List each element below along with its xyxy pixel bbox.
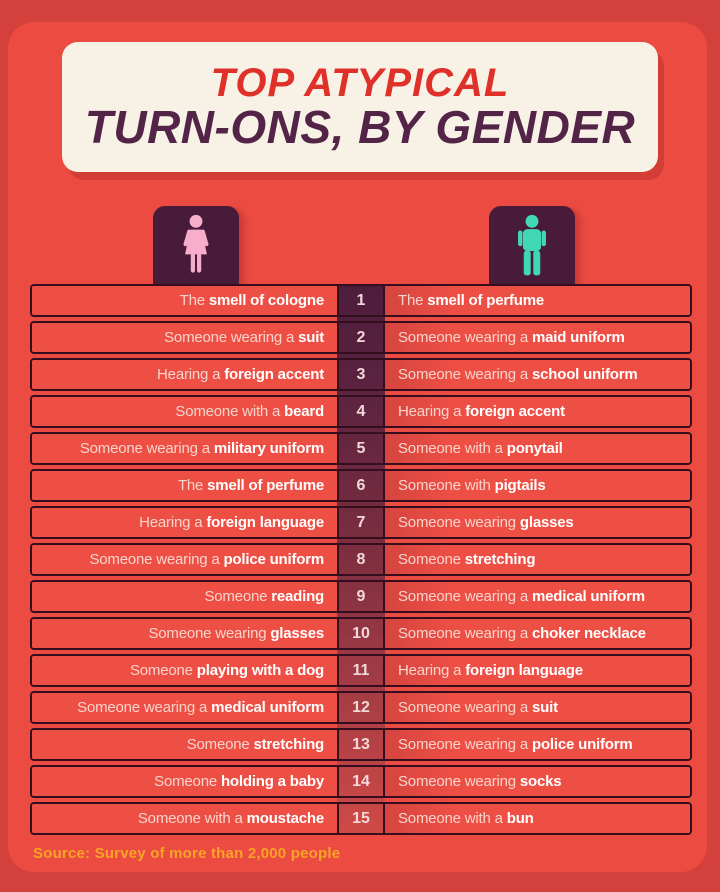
- women-text-bold: suit: [298, 329, 324, 346]
- rank-cell: [337, 767, 385, 796]
- men-cell: [385, 767, 690, 796]
- men-text: Someone with a: [398, 440, 507, 457]
- women-text: Someone with a: [175, 403, 285, 420]
- women-text: Someone: [129, 662, 197, 679]
- rank-number: 3: [356, 365, 366, 383]
- men-cell: [385, 545, 690, 574]
- men-text: Someone with a: [398, 810, 507, 827]
- men-text: Someone wearing a: [398, 588, 532, 605]
- men-text: Hearing a: [398, 662, 466, 679]
- men-text: Someone wearing: [398, 514, 520, 531]
- women-cell: [32, 545, 337, 574]
- women-text-bold: playing with a dog: [196, 662, 324, 679]
- women-text-bold: reading: [271, 588, 324, 605]
- men-text-bold: pigtails: [494, 477, 546, 494]
- men-text-bold: suit: [532, 699, 558, 716]
- source-note: Source: Survey of more than 2,000 people: [33, 845, 341, 862]
- women-text-bold: medical uniform: [211, 699, 324, 716]
- women-cell: [32, 434, 337, 463]
- women-text: Hearing a: [157, 366, 225, 383]
- title-line-1: TOP ATYPICAL: [210, 60, 510, 105]
- women-text: The: [177, 477, 208, 494]
- rank-number: 4: [356, 402, 366, 420]
- women-text-bold: military uniform: [213, 440, 324, 457]
- rank-number: 10: [352, 624, 370, 642]
- men-text-bold: choker necklace: [532, 625, 646, 642]
- women-cell: [32, 804, 337, 833]
- men-cell: [385, 582, 690, 611]
- women-text: Someone with a: [137, 810, 247, 827]
- women-text: Someone: [204, 588, 272, 605]
- women-cell: [32, 471, 337, 500]
- table-row: [30, 580, 692, 613]
- women-text-bold: holding a baby: [220, 773, 324, 790]
- table-row: [30, 506, 692, 539]
- table-row: [30, 802, 692, 835]
- rank-cell: [337, 286, 385, 315]
- men-cell: [385, 360, 690, 389]
- rank-cell: [337, 619, 385, 648]
- title-line-2: TURN-ONS, BY GENDER: [84, 100, 636, 153]
- table-row: [30, 691, 692, 724]
- men-text-bold: medical uniform: [532, 588, 645, 605]
- rank-number: 11: [352, 661, 370, 679]
- men-text: Someone: [398, 551, 465, 568]
- women-text: Someone wearing a: [77, 699, 212, 716]
- women-text: Someone: [186, 736, 254, 753]
- men-text-bold: stretching: [464, 551, 536, 568]
- table-row: [30, 395, 692, 428]
- women-text-bold: police uniform: [223, 551, 324, 568]
- rank-cell: [337, 582, 385, 611]
- women-text-bold: glasses: [270, 625, 324, 642]
- rank-number: 7: [356, 513, 366, 531]
- men-cell: [385, 286, 690, 315]
- rank-cell: [337, 730, 385, 759]
- table-row: [30, 543, 692, 576]
- men-cell: [385, 693, 690, 722]
- women-cell: [32, 323, 337, 352]
- table-row: [30, 321, 692, 354]
- table-row: [30, 469, 692, 502]
- women-cell: [32, 656, 337, 685]
- men-text: Hearing a: [398, 403, 466, 420]
- table-row: [30, 284, 692, 317]
- women-cell: [32, 619, 337, 648]
- women-text-bold: foreign accent: [224, 366, 324, 383]
- rank-cell: [337, 471, 385, 500]
- rank-number: 8: [356, 550, 366, 568]
- women-text-bold: beard: [284, 403, 324, 420]
- women-text: Hearing a: [139, 514, 207, 531]
- women-column-header: [153, 206, 239, 286]
- rank-number: 15: [352, 809, 370, 827]
- men-cell: [385, 730, 690, 759]
- rank-cell: [337, 360, 385, 389]
- men-text-bold: smell of perfume: [427, 292, 545, 309]
- men-text: Someone wearing a: [398, 366, 532, 383]
- women-text: Someone: [154, 773, 221, 790]
- rank-cell: [337, 693, 385, 722]
- rank-cell: [337, 397, 385, 426]
- men-text-bold: glasses: [519, 514, 574, 531]
- women-text-bold: smell of perfume: [207, 477, 324, 494]
- men-cell: [385, 434, 690, 463]
- rank-number: 6: [356, 476, 366, 494]
- men-text: The: [398, 292, 428, 309]
- men-text-bold: police uniform: [532, 736, 633, 753]
- rank-number: 5: [356, 439, 366, 457]
- women-cell: [32, 693, 337, 722]
- women-text: Someone wearing a: [164, 329, 299, 346]
- rank-cell: [337, 545, 385, 574]
- women-cell: [32, 582, 337, 611]
- men-text-bold: ponytail: [506, 440, 563, 457]
- rank-number: 14: [352, 772, 370, 790]
- men-text: Someone wearing: [398, 773, 520, 790]
- ranking-table: [30, 284, 692, 835]
- rank-cell: [337, 804, 385, 833]
- women-cell: [32, 286, 337, 315]
- men-text-bold: bun: [506, 810, 534, 827]
- men-text-bold: foreign accent: [465, 403, 565, 420]
- women-text-bold: smell of cologne: [208, 292, 324, 309]
- men-cell: [385, 471, 690, 500]
- rank-cell: [337, 656, 385, 685]
- women-cell: [32, 508, 337, 537]
- table-row: [30, 765, 692, 798]
- rank-number: 13: [352, 735, 370, 753]
- woman-icon: [175, 214, 217, 280]
- men-text: Someone wearing a: [398, 329, 532, 346]
- rank-number: 9: [356, 587, 366, 605]
- table-rows: [30, 284, 692, 835]
- table-row: [30, 432, 692, 465]
- women-text-bold: foreign language: [206, 514, 324, 531]
- men-text-bold: socks: [519, 773, 562, 790]
- rank-cell: [337, 434, 385, 463]
- women-text-bold: stretching: [253, 736, 324, 753]
- rank-number: 12: [352, 698, 370, 716]
- men-column-header: [489, 206, 575, 286]
- women-text-bold: moustache: [246, 810, 324, 827]
- men-text: Someone wearing a: [398, 736, 532, 753]
- men-text: Someone with: [398, 477, 495, 494]
- rank-number: 1: [356, 291, 366, 309]
- table-row: [30, 654, 692, 687]
- rank-cell: [337, 323, 385, 352]
- table-row: [30, 617, 692, 650]
- table-row: [30, 358, 692, 391]
- men-cell: [385, 508, 690, 537]
- women-cell: [32, 360, 337, 389]
- man-icon: [511, 214, 553, 280]
- table-row: [30, 728, 692, 761]
- women-cell: [32, 397, 337, 426]
- women-cell: [32, 767, 337, 796]
- men-text: Someone wearing a: [398, 699, 532, 716]
- women-text: The: [179, 292, 209, 309]
- men-text: Someone wearing a: [398, 625, 532, 642]
- women-text: Someone wearing: [148, 625, 271, 642]
- men-text-bold: foreign language: [465, 662, 583, 679]
- men-text-bold: maid uniform: [532, 329, 625, 346]
- men-cell: [385, 804, 690, 833]
- women-cell: [32, 730, 337, 759]
- men-cell: [385, 397, 690, 426]
- women-text: Someone wearing a: [79, 440, 214, 457]
- men-cell: [385, 619, 690, 648]
- rank-number: 2: [356, 328, 366, 346]
- men-text-bold: school uniform: [532, 366, 638, 383]
- title-card: [62, 42, 658, 172]
- women-text: Someone wearing a: [89, 551, 224, 568]
- men-cell: [385, 323, 690, 352]
- men-cell: [385, 656, 690, 685]
- rank-cell: [337, 508, 385, 537]
